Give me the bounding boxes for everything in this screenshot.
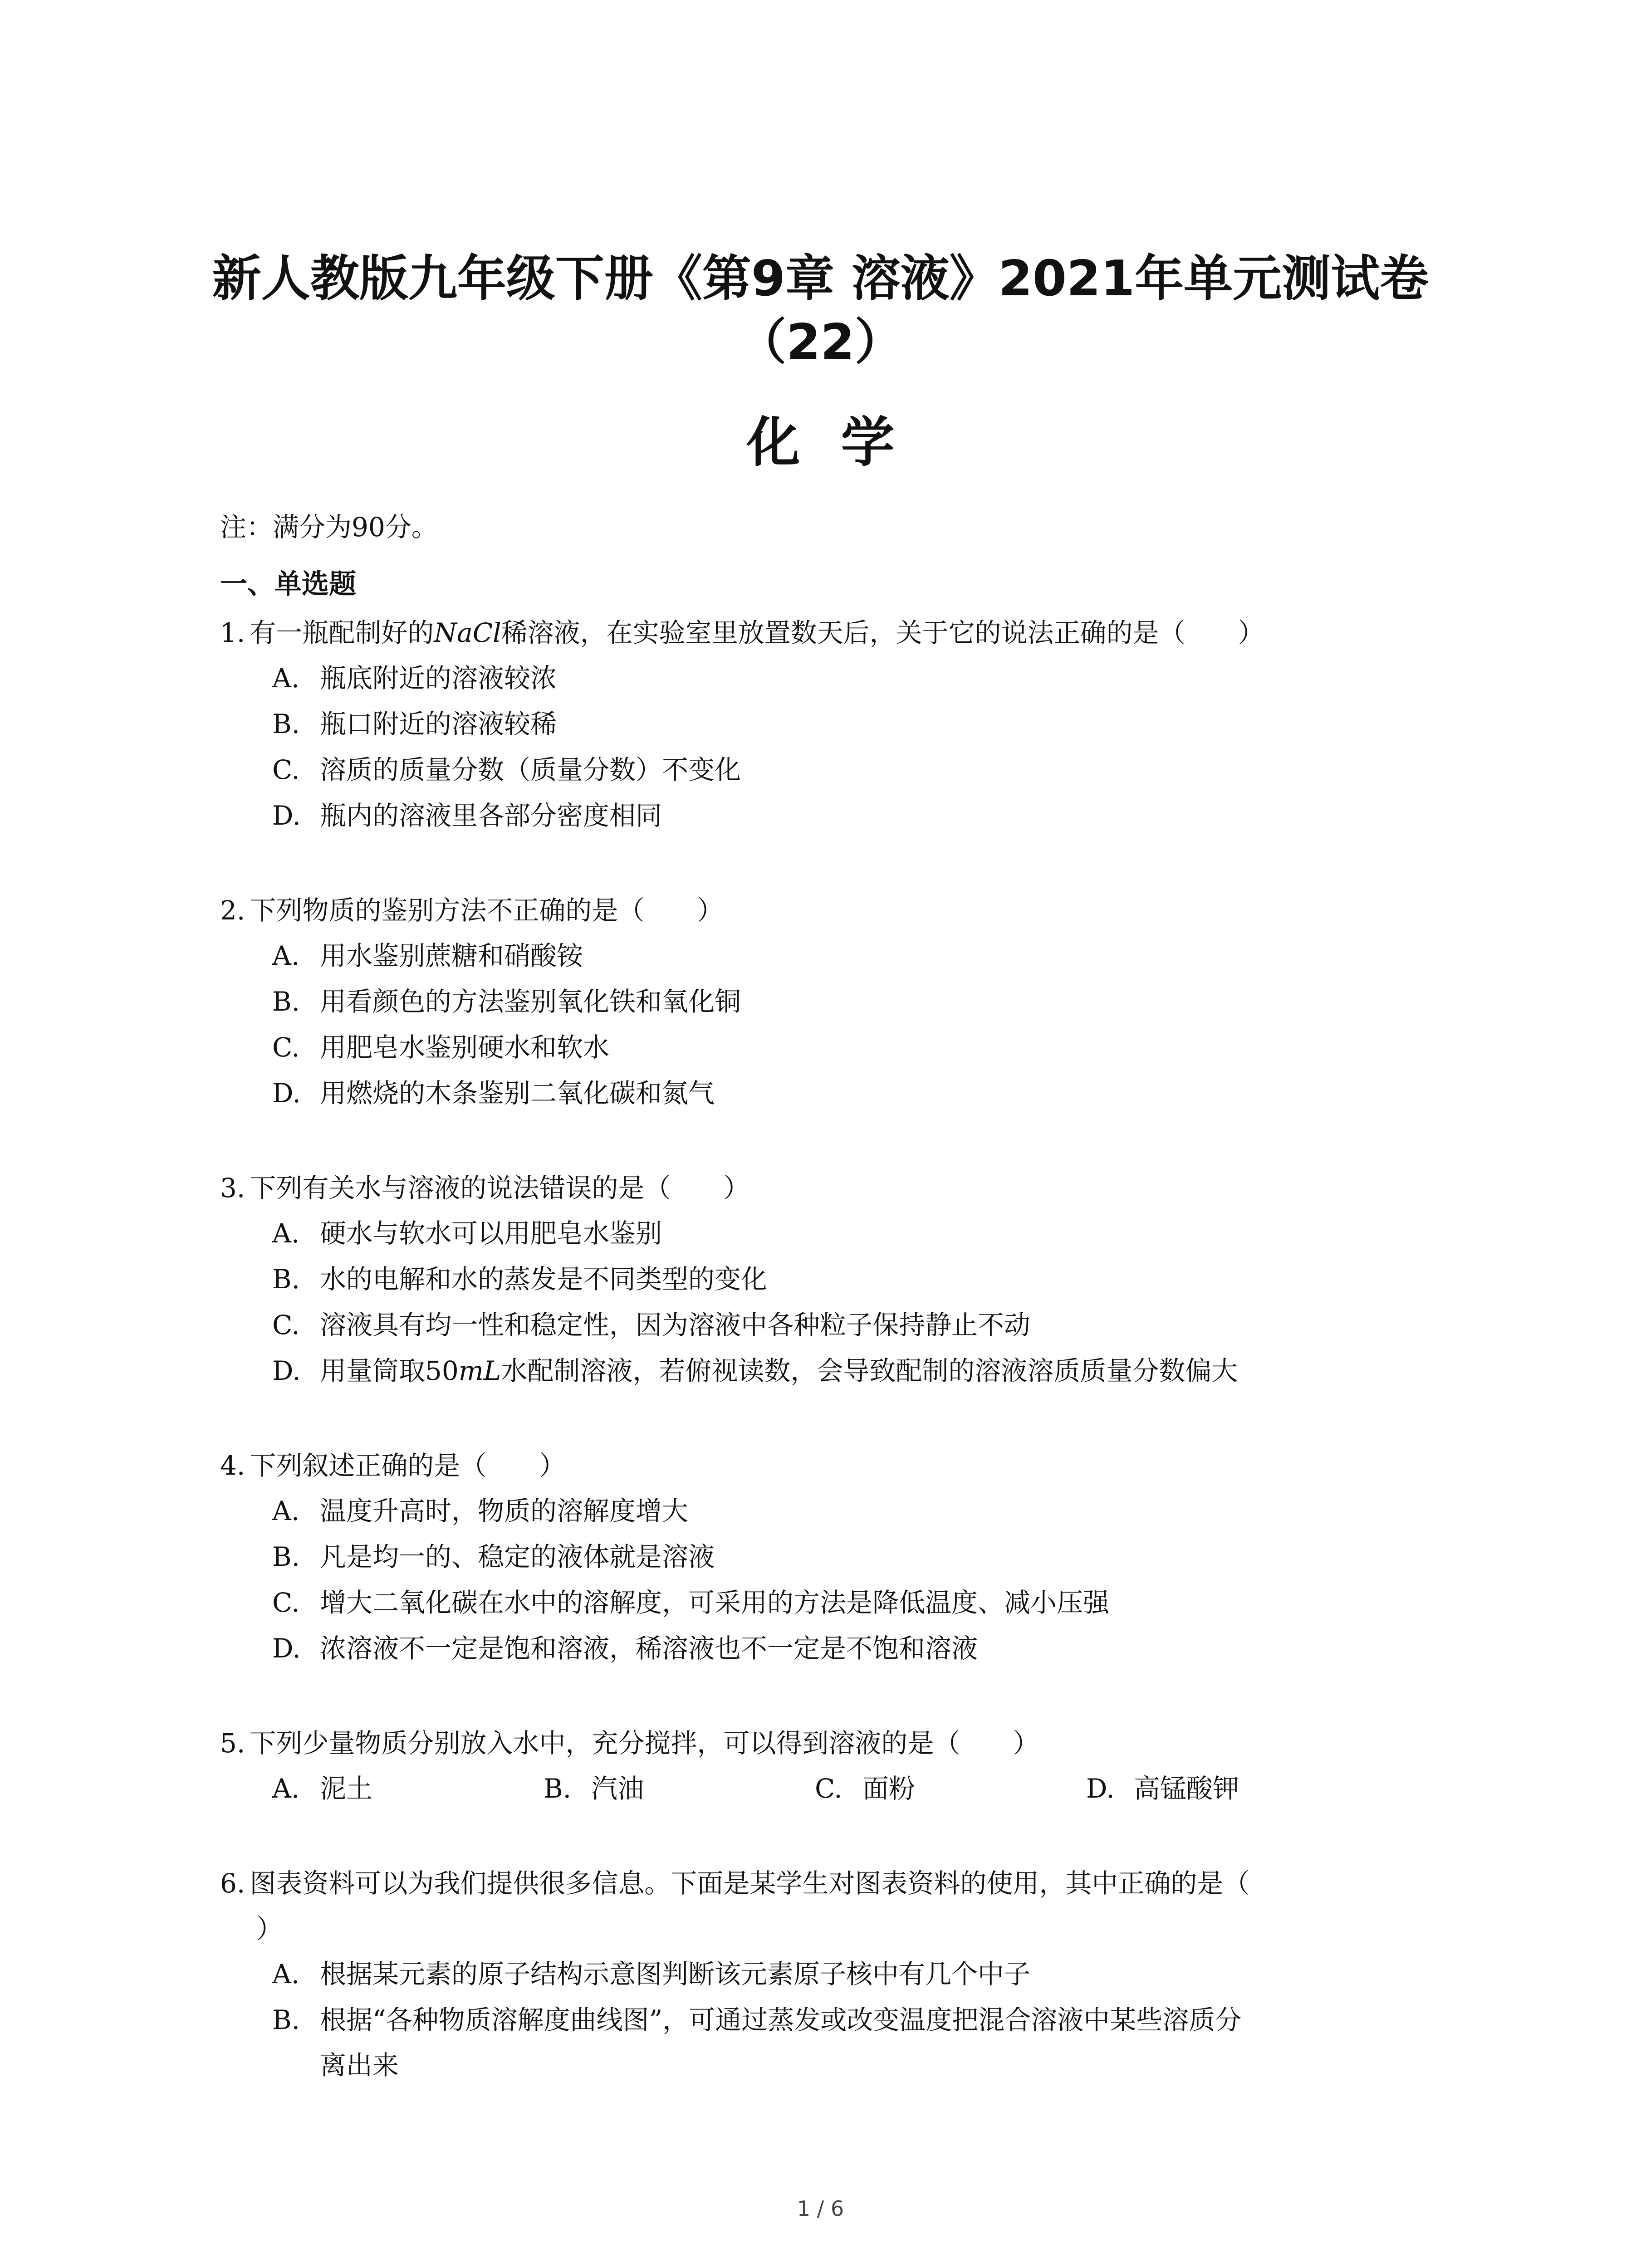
option-b: B. 水的电解和水的蒸发是不同类型的变化 (272, 1264, 768, 1295)
option-d: D. 浓溶液不一定是饱和溶液，稀溶液也不一定是不饱和溶液 (272, 1633, 978, 1664)
option-c: C. 溶质的质量分数（质量分数）不变化 (272, 754, 741, 785)
question-stem: 4. 下列叙述正确的是（ ） (220, 1450, 566, 1481)
option-d: D. 高锰酸钾 (1086, 1773, 1239, 1804)
option-b: B. 根据“各种物质溶解度曲线图”，可通过蒸发或改变温度把混合溶液中某些溶质分 离出来 (272, 2004, 1242, 2081)
option-c: C. 用肥皂水鉴别硬水和软水 (272, 1032, 610, 1063)
question-2 (220, 888, 1454, 1116)
question-stem: 2. 下列物质的鉴别方法不正确的是（ ） (220, 895, 724, 926)
option-a: A. 瓶底附近的溶液较浓 (272, 663, 557, 694)
option-d: D. 用燃烧的木条鉴别二氧化碳和氮气 (272, 1078, 715, 1109)
option-a: A. 用水鉴别蔗糖和硝酸铵 (272, 940, 583, 971)
question-list (220, 610, 1454, 2137)
question-3 (220, 1165, 1454, 1394)
question-6 (220, 1861, 1454, 2088)
score-note: 注：满分为90分。 (220, 512, 438, 543)
option-b: B. 瓶口附近的溶液较稀 (272, 709, 557, 739)
title-line-1: 新人教版九年级下册《第9章 溶液》2021年单元测试卷 (212, 250, 1429, 307)
option-b: B. 凡是均一的、稳定的液体就是溶液 (272, 1541, 715, 1572)
section-heading: 一、单选题 (220, 568, 356, 600)
page-title (0, 247, 1641, 374)
question-stem: 5. 下列少量物质分别放入水中，充分搅拌，可以得到溶液的是（ ） (220, 1728, 1039, 1759)
question-5 (220, 1721, 1454, 1812)
option-b: B. 汽油 (544, 1773, 644, 1804)
option-d: D. 瓶内的溶液里各部分密度相同 (272, 800, 662, 831)
question-stem: 6. 图表资料可以为我们提供很多信息。下面是某学生对图表资料的使用，其中正确的是（ ） (220, 1868, 1250, 1944)
option-c: C. 溶液具有均一性和稳定性，因为溶液中各种粒子保持静止不动 (272, 1310, 1031, 1340)
option-c: C. 面粉 (815, 1773, 916, 1804)
option-b: B. 用看颜色的方法鉴别氧化铁和氧化铜 (272, 986, 741, 1017)
option-a: A. 温度升高时，物质的溶解度增大 (272, 1496, 689, 1526)
question-1 (220, 610, 1454, 839)
option-a: A. 泥土 (272, 1773, 373, 1804)
option-a: A. 根据某元素的原子结构示意图判断该元素原子核中有几个中子 (272, 1959, 1031, 1989)
question-stem: 1. 有一瓶配制好的NaCl稀溶液，在实验室里放置数天后，关于它的说法正确的是（ ） (220, 617, 1264, 648)
option-d: D. 用量筒取50mL水配制溶液，若俯视读数，会导致配制的溶液溶质质量分数偏大 (272, 1355, 1238, 1386)
options-row (220, 1766, 1454, 1812)
question-4 (220, 1443, 1454, 1672)
title-line-2: （22） (737, 314, 904, 371)
page-number: 1 / 6 (797, 2196, 844, 2221)
option-c: C. 增大二氧化碳在水中的溶解度，可采用的方法是降低温度、减小压强 (272, 1587, 1110, 1618)
question-stem: 3. 下列有关水与溶液的说法错误的是（ ） (220, 1173, 750, 1203)
option-a: A. 硬水与软水可以用肥皂水鉴别 (272, 1218, 662, 1249)
subject-heading: 化学 (746, 411, 936, 474)
